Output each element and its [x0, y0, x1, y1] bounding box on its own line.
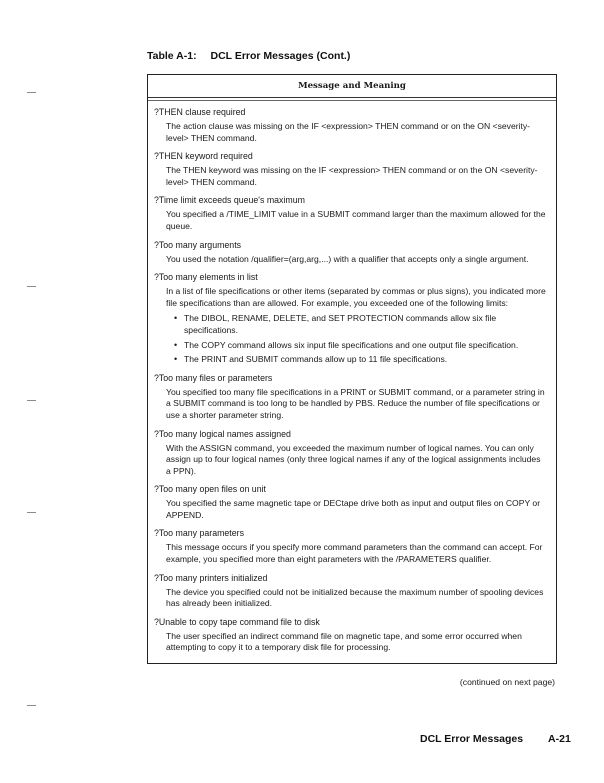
error-meaning: You specified a /TIME_LIMIT value in a SUBMIT command larger than the maximum allowed for the queue. — [166, 209, 546, 231]
list-item: • The COPY command allows six input file specifications and one output file specification. — [184, 340, 550, 352]
margin-mark — [27, 705, 36, 707]
error-message: ?Time limit exceeds queue's maximum — [154, 195, 305, 206]
table-row — [154, 428, 550, 478]
error-message: ?Too many elements in list — [154, 272, 258, 283]
margin-mark — [27, 512, 36, 514]
table-entries — [148, 98, 556, 654]
error-message: ?Too many arguments — [154, 239, 242, 250]
error-message-table — [147, 74, 557, 664]
table-header: Message and Meaning — [148, 75, 556, 98]
error-message: ?Too many files or parameters — [154, 372, 273, 383]
error-meaning: The action clause was missing on the IF <expression> THEN command or on the ON <severity-level> THEN command. — [166, 121, 531, 143]
error-message: ?Too many printers initialized — [154, 572, 268, 583]
list-item: • The PRINT and SUBMIT commands allow up to 11 file specifications. — [184, 354, 550, 366]
error-message: ?Too many parameters — [154, 528, 244, 539]
error-meaning: You specified the same magnetic tape or DECtape drive both as input and output files on COPY or APPEND. — [166, 498, 541, 520]
table-row — [154, 150, 550, 188]
table-row — [154, 194, 550, 232]
error-meaning: This message occurs if you specify more command parameters than the command can accept. For example, you specified more than eight parameters with the /PARAMETERS qualifier. — [166, 542, 543, 565]
error-meaning: With the ASSIGN command, you exceeded the maximum number of logical names. You can only assign up to four logical names (only three logical names if any of the logical assignments includes a PPN). — [166, 442, 541, 476]
table-row — [154, 527, 550, 565]
error-message: ?Too many open files on unit — [154, 484, 266, 495]
error-message: ?Unable to copy tape command file to disk — [154, 616, 320, 627]
error-message: ?THEN keyword required — [154, 151, 253, 162]
table-row — [154, 372, 550, 422]
page-number: A-21 — [548, 733, 571, 745]
margin-mark — [27, 92, 36, 94]
error-meaning: In a list of file specifications or other items (separated by commas or plus signs), you indicated more file specifications than are allowed. For example, you exceeded one of the following limits: — [166, 286, 546, 308]
error-meaning: The device you specified could not be initialized because the maximum number of spooling devices has already been initialized. — [166, 586, 544, 609]
table-title: DCL Error Messages (Cont.) — [210, 50, 351, 62]
table-row — [154, 106, 550, 144]
table-number: Table A-1: — [147, 50, 197, 62]
continued-note: (continued on next page) — [459, 677, 555, 687]
list-item: • The DIBOL, RENAME, DELETE, and SET PROTECTION commands allow six file specifications. — [184, 313, 550, 336]
error-meaning: The user specified an indirect command file on magnetic tape, and some error occurred when attempting to copy it to a temporary disk file for processing. — [166, 630, 522, 653]
error-message: ?Too many logical names assigned — [154, 428, 291, 439]
error-meaning: You specified too many file specifications in a PRINT or SUBMIT command, or a parameter string in a SUBMIT command is too long to be handled by PBS. Reduce the number of file specifications or use a shorter parameter string. — [166, 386, 545, 420]
error-meaning: The THEN keyword was missing on the IF <expression> THEN command or on the ON <severity-level> THEN command. — [166, 165, 538, 187]
page-footer — [420, 733, 571, 745]
table-row — [154, 616, 550, 654]
table-row — [154, 271, 550, 366]
footer-section-title: DCL Error Messages — [420, 733, 524, 745]
table-row — [154, 572, 550, 610]
table-row — [154, 483, 550, 521]
table-row — [154, 239, 550, 266]
error-message: ?THEN clause required — [154, 107, 246, 117]
error-meaning: You used the notation /qualifier=(arg,arg,...) with a qualifier that accepts only a single argument. — [166, 253, 529, 264]
margin-mark — [27, 400, 36, 402]
table-caption — [147, 50, 350, 62]
limits-list — [154, 313, 550, 365]
margin-mark — [27, 286, 36, 288]
